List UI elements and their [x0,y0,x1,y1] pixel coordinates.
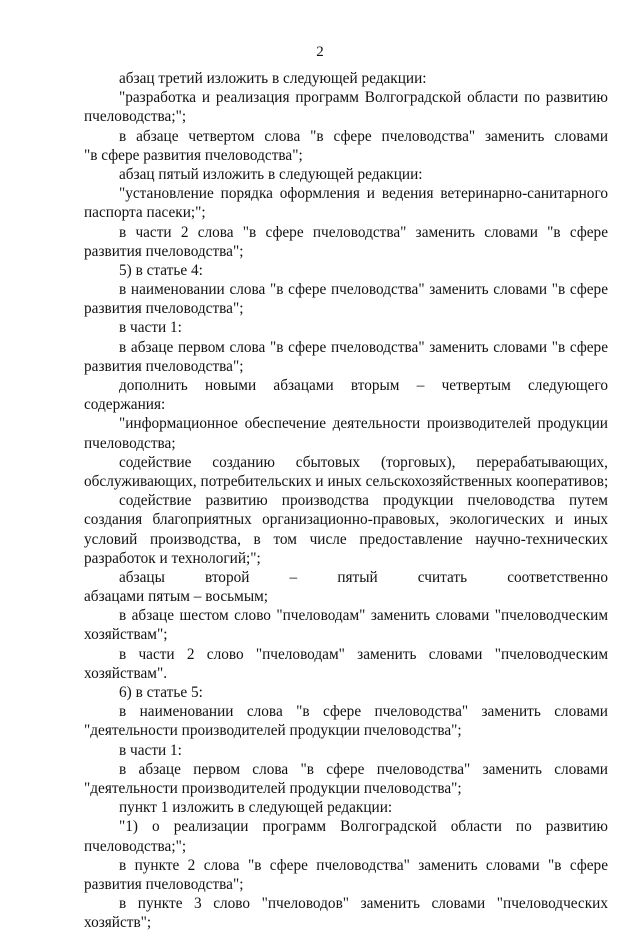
text-line: пчеловодства;"; [84,108,187,126]
text-line: условий производства, в том числе предоставление научно-технических [84,530,608,548]
text-line: пчеловодства;"; [84,837,187,855]
text-line: "в сфере развития пчеловодства"; [84,146,303,164]
text-line: 5) в статье 4: [119,261,203,279]
text-line: хозяйствам". [84,664,168,682]
text-line: в пункте 2 слова "в сфере пчеловодства" заменить словами "в сфере [119,856,608,874]
text-line: обслуживающих, потребительских и иных сельскохозяйственных кооперативов; [84,472,608,490]
text-line: содействие созданию сбытовых (торговых), перерабатывающих, [119,453,608,471]
text-line: хозяйств"; [84,914,152,932]
text-line: развития пчеловодства"; [84,357,244,375]
text-line: 6) в статье 5: [119,684,203,701]
text-line: разработок и технологий;"; [84,549,261,567]
text-line: в части 2 слова "в сфере пчеловодства" заменить словами "в сфере [119,223,608,241]
document-body [84,69,608,932]
text-line: в наименовании слова "в сфере пчеловодства" заменить словами "в сфере [119,281,608,299]
text-line: "информационное обеспечение деятельности производителей продукции [119,415,608,433]
page-number: 2 [316,44,324,60]
text-line: в абзаце четвертом слова "в сфере пчеловодства" заменить словами [119,127,608,145]
text-line: "разработка и реализация программ Волгоградской области по развитию [119,89,608,107]
text-line: в абзаце первом слова "в сфере пчеловодства" заменить словами "в сфере [119,338,608,356]
text-line: абзацы второй – пятый считать соответственно [119,568,608,586]
text-line: пункт 1 изложить в следующей редакции: [119,799,393,817]
text-line: в пункте 3 слово "пчеловодов" заменить словами "пчеловодческих [119,895,608,913]
text-line: хозяйствам"; [84,626,168,644]
text-line: в части 2 слово "пчеловодам" заменить словами "пчеловодческим [119,645,608,663]
text-line: "деятельности производителей продукции пчеловодства"; [84,779,462,797]
text-line: создания благоприятных организационно-правовых, экологических и иных [84,511,608,529]
text-line: "1) о реализации программ Волгоградской области по развитию [119,818,608,836]
text-line: "установление порядка оформления и ведения ветеринарно-санитарного [119,185,608,203]
text-line: развития пчеловодства"; [84,875,244,893]
text-line: содействие развитию производства продукции пчеловодства путем [119,492,608,510]
text-line: содержания: [84,396,166,414]
text-line: в наименовании слова "в сфере пчеловодства" заменить словами [119,703,608,721]
text-line: абзац пятый изложить в следующей редакции: [119,165,423,183]
text-line: в абзаце первом слова "в сфере пчеловодства" заменить словами [119,760,608,778]
text-line: абзацами пятым – восьмым; [84,588,269,606]
text-line: дополнить новыми абзацами вторым – четвертым следующего [119,377,608,394]
text-line: паспорта пасеки;"; [84,204,206,222]
text-line: развития пчеловодства"; [84,300,244,318]
text-line: в абзаце шестом слово "пчеловодам" заменить словами "пчеловодческим [119,607,608,625]
text-line: развития пчеловодства"; [84,242,244,260]
text-line: пчеловодства; [84,434,176,452]
text-line: в части 1: [119,319,182,337]
text-line: в части 1: [119,741,182,759]
text-line: абзац третий изложить в следующей редакции: [119,70,427,87]
text-line: "деятельности производителей продукции пчеловодства"; [84,722,462,740]
